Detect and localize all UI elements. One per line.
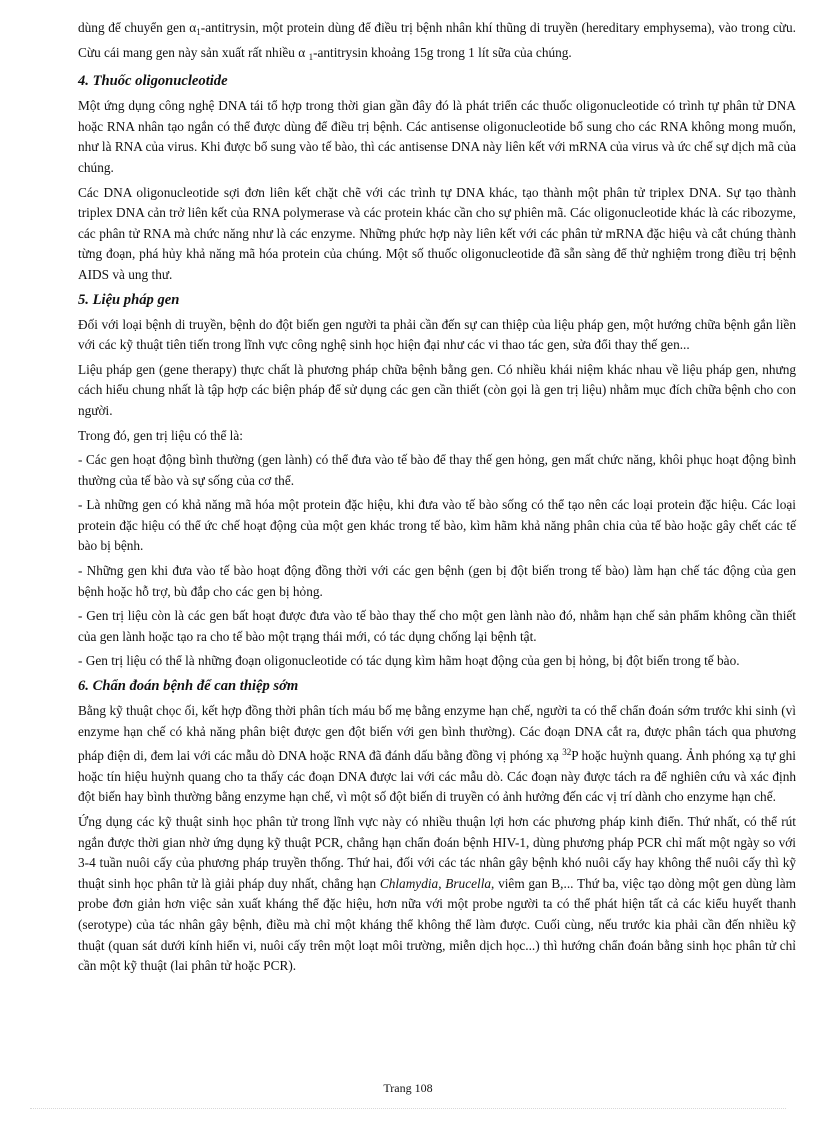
paragraph-intro [78, 18, 796, 67]
paragraph: Liệu pháp gen (gene therapy) thực chất là phương pháp chữa bệnh bằng gen. Có nhiều khái niệm khác nhau về liệu pháp gen, nhưng cách hiểu chung nhất là tập hợp các biện pháp để sử dụng các gen cần thiết (còn gọi là gen trị liệu) nhằm mục đích chữa bệnh cho con người. [78, 361, 796, 418]
superscript: 32 [562, 747, 572, 758]
text-run: Bằng kỹ thuật chọc ối, kết hợp đồng thời phân tích máu bố mẹ bằng enzyme hạn chế, người ta có thể chẩn đoán sớm trước khi sinh (vì enzyme hạn chế có khả năng phân biệt được gen đột biến với gen bình thường). Các đoạn DNA cắt ra, được phân tách qua phương pháp điện di, đem lai với các mẫu dò DNA hoặc RNA đã đánh dấu bằng đồng vị phóng xạ [78, 703, 796, 764]
section-heading-5: 5. Liệu pháp gen [78, 291, 180, 308]
text-run: P hoặc huỳnh quang. Ảnh phóng xạ tự ghi hoặc tín hiệu huỳnh quang cho ta thấy các đoạn DNA được lai với các mẫu dò. Các đoạn này được tách ra để nghiên cứu và xác định đột biến hay bình thường bằng enzyme hạn chế, vì một số đột biến di truyền có ảnh hưởng đến các vị trí dành cho enzyme hạn chế. [78, 748, 796, 805]
text-run: -antitrysin, một protein dùng để điều trị bệnh nhân khí thũng di truyền (hereditary emphysema), vào trong cừu. Cừu cái mang gen này sản xuất rất nhiều α [78, 20, 796, 60]
page-number: Trang 108 [383, 1081, 433, 1095]
list-item: - Gen trị liệu có thể là những đoạn oligonucleotide có tác dụng kìm hãm hoạt động của gen bị hỏng, bị đột biến trong tế bào. [78, 653, 740, 669]
italic-term: Chlamydia [379, 875, 439, 891]
list-item: - Là những gen có khả năng mã hóa một protein đặc hiệu, khi đưa vào tế bào sống có thể tạo nên các loại protein đặc hiệu. Các loại protein đặc hiệu có thể ức chế hoạt động của một gen khác trong tế bào, kìm hãm khả năng phân chia của tế bào hoặc gây chết các tế bào bị bệnh. [78, 497, 796, 554]
page-bottom-rule [30, 1108, 786, 1109]
paragraph [78, 812, 796, 977]
paragraph [78, 701, 796, 808]
subscript: 1 [196, 27, 201, 37]
subscript: 1 [308, 51, 314, 62]
paragraph: Đối với loại bệnh di truyền, bệnh do đột biến gen người ta phải cần đến sự can thiệp của liệu pháp gen, một hướng chữa bệnh gắn liền với các kỹ thuật tiên tiến trong lĩnh vực công nghệ sinh học hiện đại như các vi thao tác gen, sửa đổi thay thế gen... [78, 316, 796, 353]
italic-term: Brucella [445, 875, 492, 891]
document-page [78, 18, 796, 981]
paragraph: Một ứng dụng công nghệ DNA tái tổ hợp trong thời gian gần đây đó là phát triển các thuốc oligonucleotide có trình tự phân tử DNA hoặc RNA nhân tạo ngắn có thể được dùng để điều trị bệnh. Các antisense oligonucleotide bổ sung cho các RNA không mong muốn, như là RNA của virus. Khi được bổ sung vào tế bào, thì các antisense DNA này liên kết với mRNA của virus và ức chế sự dịch mã của chúng. [78, 98, 796, 175]
text-run: , viêm gan B,... Thứ ba, việc tạo dòng một gen dùng làm probe đơn giản hơn việc sản xuất kháng thể đặc hiệu, hơn nữa với một probe người ta có thể phát hiện tất cả các kiểu huyết thanh (serotype) của tác nhân gây bệnh, điều mà chỉ một kháng thể không thể làm được. Cuối cùng, nếu trước kia phải cần đến nhiều kỹ thuật (quan sát dưới kính hiển vi, nuôi cấy trên một loạt môi trường, miễn dịch học...) thì hướng chẩn đoán bằng sinh học phân tử chỉ cần một kỹ thuật (lai phân tử hoặc PCR). [78, 875, 796, 974]
text-run: dùng để chuyển gen α [78, 20, 197, 35]
text-run: Ứng dụng các kỹ thuật sinh học phân tử trong lĩnh vực này có nhiều thuận lợi hơn các phương pháp kinh điển. Thứ nhất, có thể rút ngắn được thời gian nhờ ứng dụng kỹ thuật PCR, chẳng hạn chẩn đoán bệnh HIV-1, dùng phương pháp PCR chỉ mất một ngày so với 3-4 tuần nuôi cấy của phương pháp truyền thống. Thứ hai, đối với các tác nhân gây bệnh khó nuôi cấy hay không thể nuôi cấy thì kỹ thuật sinh học phân tử là giải pháp duy nhất, chẳng hạn [78, 814, 796, 891]
text-run: -antitrysin khoảng 15g trong 1 lít sữa của chúng. [313, 44, 572, 60]
paragraph: Trong đó, gen trị liệu có thể là: [78, 427, 243, 443]
list-item: - Các gen hoạt động bình thường (gen lành) có thể đưa vào tế bào để thay thế gen hỏng, gen mất chức năng, khôi phục hoạt động bình thường của tế bào và sự sống của cơ thể. [78, 452, 796, 488]
list-item: - Những gen khi đưa vào tế bào hoạt động đồng thời với các gen bệnh (gen bị đột biến trong tế bào) làm hạn chế tác động của gen bệnh hoặc hỗ trợ, bù đắp cho các gen bị hỏng. [78, 563, 796, 599]
list-item: - Gen trị liệu còn là các gen bất hoạt được đưa vào tế bào thay thế cho một gen lành nào đó, nhằm hạn chế sản phẩm không cần thiết của gen lành hoặc tạo ra cho tế bào một trạng thái mới, có tác dụng chống lại bệnh tật. [78, 608, 796, 644]
section-heading-6: 6. Chẩn đoán bệnh để can thiệp sớm [78, 678, 299, 695]
section-heading-4: 4. Thuốc oligonucleotide [78, 73, 228, 90]
paragraph: Các DNA oligonucleotide sợi đơn liên kết chặt chẽ với các trình tự DNA khác, tạo thành một phân tử triplex DNA. Sự tạo thành triplex DNA cản trở liên kết của RNA polymerase và các protein khác cần cho sự phiên mã. Các oligonucleotide khác là các ribozyme, các phân tử RNA mà chức năng như là các enzyme. Những phức hợp này liên kết với các phân tử mRNA đặc hiệu và cắt chúng thành từng đoạn, phá hủy khả năng mã hóa protein của chúng. Một số thuốc oligonucleotide đã sẵn sàng để thử nghiệm trong điều trị bệnh AIDS và ung thư. [78, 184, 796, 282]
text-run: , [438, 875, 446, 891]
